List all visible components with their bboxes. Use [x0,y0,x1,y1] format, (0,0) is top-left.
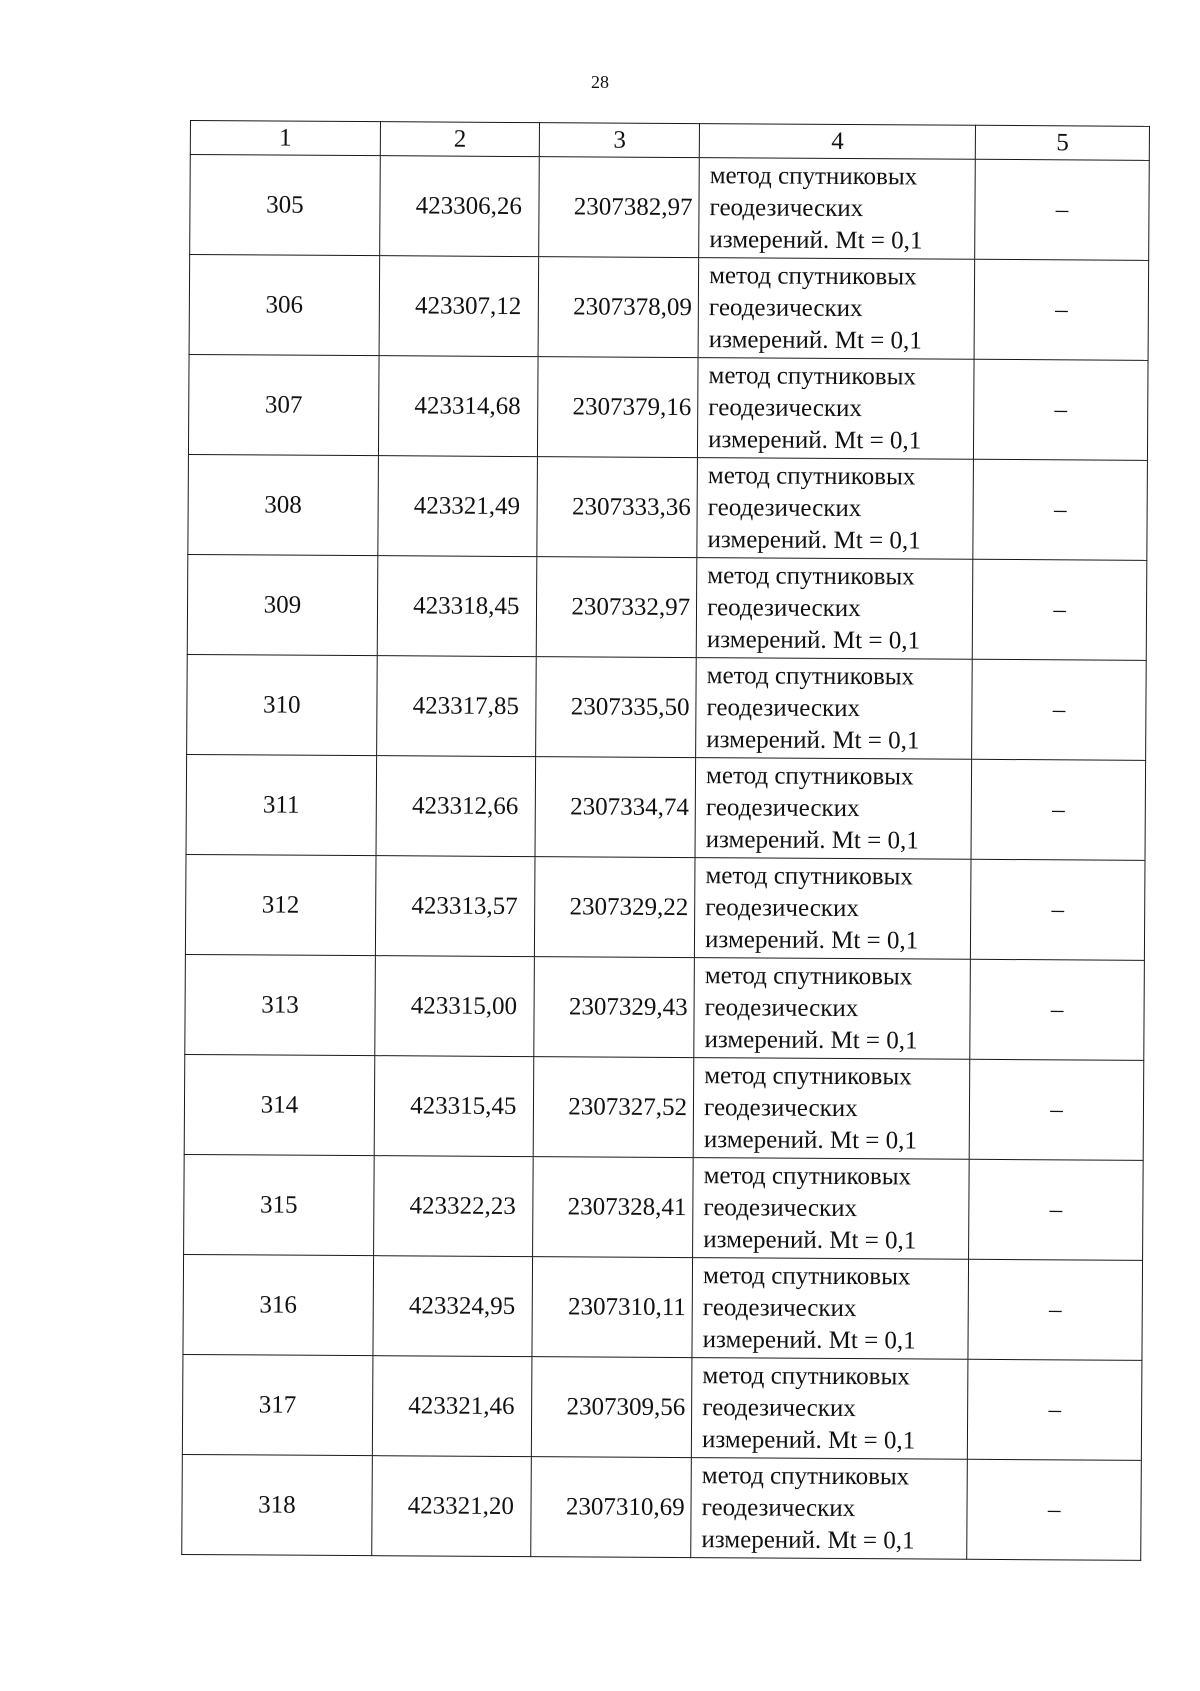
method-line: измерений. Mt = 0,1 [703,1125,918,1154]
method-cell [693,1158,970,1260]
method-line: метод спутниковых [704,961,913,990]
y-coordinate-cell: 2307327,52 [534,1057,694,1158]
point-number-cell: 309 [187,554,377,655]
y-coordinate-cell: 2307329,43 [534,957,694,1058]
method-cell [694,858,971,960]
note-cell: – [967,1459,1141,1560]
x-coordinate-cell: 423324,95 [373,1256,533,1357]
method-cell [691,1458,968,1560]
method-line: метод спутниковых [703,1161,912,1190]
method-cell [698,258,975,360]
table-row [182,1454,1142,1560]
column-header-1: 1 [190,121,380,156]
note-cell: – [971,759,1145,860]
method-line: измерений. Mt = 0,1 [701,1525,915,1554]
method-line: метод спутниковых [708,361,917,390]
note-cell: – [972,659,1146,760]
y-coordinate-cell: 2307332,97 [537,557,697,658]
y-coordinate-cell: 2307379,16 [538,357,698,458]
x-coordinate-cell: 423317,85 [376,656,536,757]
table-row [190,155,1150,261]
method-line: геодезических [704,993,859,1022]
x-coordinate-cell: 423307,12 [379,256,539,357]
column-header-5: 5 [976,125,1150,160]
header-row [190,121,1149,161]
method-line: геодезических [708,293,863,322]
method-line: измерений. Mt = 0,1 [705,825,919,854]
coordinates-table [181,120,1150,1561]
method-line: метод спутниковых [709,161,918,190]
method-line: измерений. Mt = 0,1 [703,1225,917,1254]
method-line: геодезических [703,1193,858,1222]
method-line: метод спутниковых [705,861,913,890]
method-line: измерений. Mt = 0,1 [706,725,920,754]
method-line: геодезических [701,1493,856,1522]
method-cell [699,158,976,260]
point-number-cell: 307 [188,354,378,455]
table-row [188,354,1148,460]
method-line: геодезических [707,593,861,622]
page-number: 28 [591,72,609,92]
x-coordinate-cell: 423314,68 [378,356,538,457]
note-cell: – [973,459,1147,560]
y-coordinate-cell: 2307310,69 [531,1457,691,1558]
method-cell [693,1058,970,1160]
method-line: геодезических [705,793,860,822]
y-coordinate-cell: 2307333,36 [537,457,697,558]
method-cell [691,1358,968,1460]
note-cell: – [970,959,1144,1060]
method-cell [697,458,974,560]
table-row [183,1254,1143,1360]
y-coordinate-cell: 2307309,56 [532,1357,692,1458]
table-row [188,454,1148,560]
column-header-2: 2 [380,122,540,157]
method-cell [698,358,975,460]
table-row [186,754,1146,860]
method-line: метод спутниковых [702,1261,911,1290]
table-row [187,654,1147,760]
point-number-cell: 305 [190,155,380,256]
method-line: геодезических [707,493,862,522]
y-coordinate-cell: 2307378,09 [538,257,698,358]
method-line: геодезических [706,693,861,722]
note-cell: – [974,259,1148,360]
table-row [187,554,1147,660]
y-coordinate-cell: 2307329,22 [535,857,695,958]
method-line: измерений. Mt = 0,1 [702,1325,916,1354]
table-row [184,1054,1144,1160]
table-row [184,1154,1144,1260]
method-line: измерений. Mt = 0,1 [707,525,921,554]
table-body [182,155,1150,1561]
x-coordinate-cell: 423321,46 [372,1356,532,1457]
note-cell: – [968,1259,1142,1360]
method-cell [696,558,973,660]
method-line: геодезических [702,1393,856,1422]
x-coordinate-cell: 423306,26 [379,156,539,257]
table-row [189,255,1149,361]
y-coordinate-cell: 2307310,11 [532,1257,692,1358]
column-header-3: 3 [540,123,700,158]
point-number-cell: 311 [186,754,376,855]
note-cell: – [971,859,1145,960]
x-coordinate-cell: 423313,57 [375,856,535,957]
point-number-cell: 310 [187,654,377,755]
method-line: геодезических [705,893,859,922]
point-number-cell: 306 [189,255,379,356]
method-line: метод спутниковых [704,1061,912,1090]
table-header [190,121,1149,161]
point-number-cell: 312 [185,854,375,955]
note-cell: – [969,1159,1143,1260]
y-coordinate-cell: 2307382,97 [539,157,699,258]
method-line: геодезических [708,393,863,422]
method-line: метод спутниковых [702,1361,910,1390]
y-coordinate-cell: 2307335,50 [536,657,696,758]
point-number-cell: 316 [183,1254,373,1355]
note-cell: – [968,1359,1142,1460]
note-cell: – [974,359,1148,460]
point-number-cell: 315 [184,1154,374,1255]
x-coordinate-cell: 423312,66 [376,756,536,857]
method-line: метод спутниковых [707,561,915,590]
method-line: измерений. Mt = 0,1 [709,225,923,254]
y-coordinate-cell: 2307334,74 [535,757,695,858]
method-line: метод спутниковых [706,761,914,790]
note-cell: – [972,559,1146,660]
x-coordinate-cell: 423315,00 [375,956,535,1057]
method-line: измерений. Mt = 0,1 [708,425,922,454]
point-number-cell: 318 [182,1454,372,1555]
method-line: метод спутниковых [707,461,916,490]
table-row [185,954,1145,1060]
method-cell [692,1258,969,1360]
point-number-cell: 317 [182,1354,372,1455]
x-coordinate-cell: 423321,49 [378,456,538,557]
method-line: геодезических [703,1093,858,1122]
method-cell [695,758,972,860]
note-cell: – [969,1059,1143,1160]
x-coordinate-cell: 423321,20 [372,1456,532,1557]
x-coordinate-cell: 423315,45 [374,1056,534,1157]
point-number-cell: 308 [188,454,378,555]
method-line: метод спутниковых [701,1461,910,1490]
method-line: геодезических [709,193,864,222]
method-line: измерений. Mt = 0,1 [704,1025,918,1054]
y-coordinate-cell: 2307328,41 [533,1157,693,1258]
point-number-cell: 313 [185,954,375,1055]
method-line: измерений. Mt = 0,1 [708,325,922,354]
table-row [182,1354,1142,1460]
method-line: геодезических [702,1293,857,1322]
x-coordinate-cell: 423322,23 [373,1156,533,1257]
column-header-4: 4 [699,124,975,160]
point-number-cell: 314 [184,1054,374,1155]
method-line: измерений. Mt = 0,1 [706,625,921,654]
table-row [185,854,1145,960]
note-cell: – [975,159,1149,260]
method-line: измерений. Mt = 0,1 [701,1425,916,1454]
method-cell [694,958,971,1060]
x-coordinate-cell: 423318,45 [377,556,537,657]
method-line: метод спутниковых [709,261,917,290]
method-line: метод спутниковых [706,661,915,690]
method-cell [696,658,973,760]
method-line: измерений. Mt = 0,1 [705,925,919,954]
